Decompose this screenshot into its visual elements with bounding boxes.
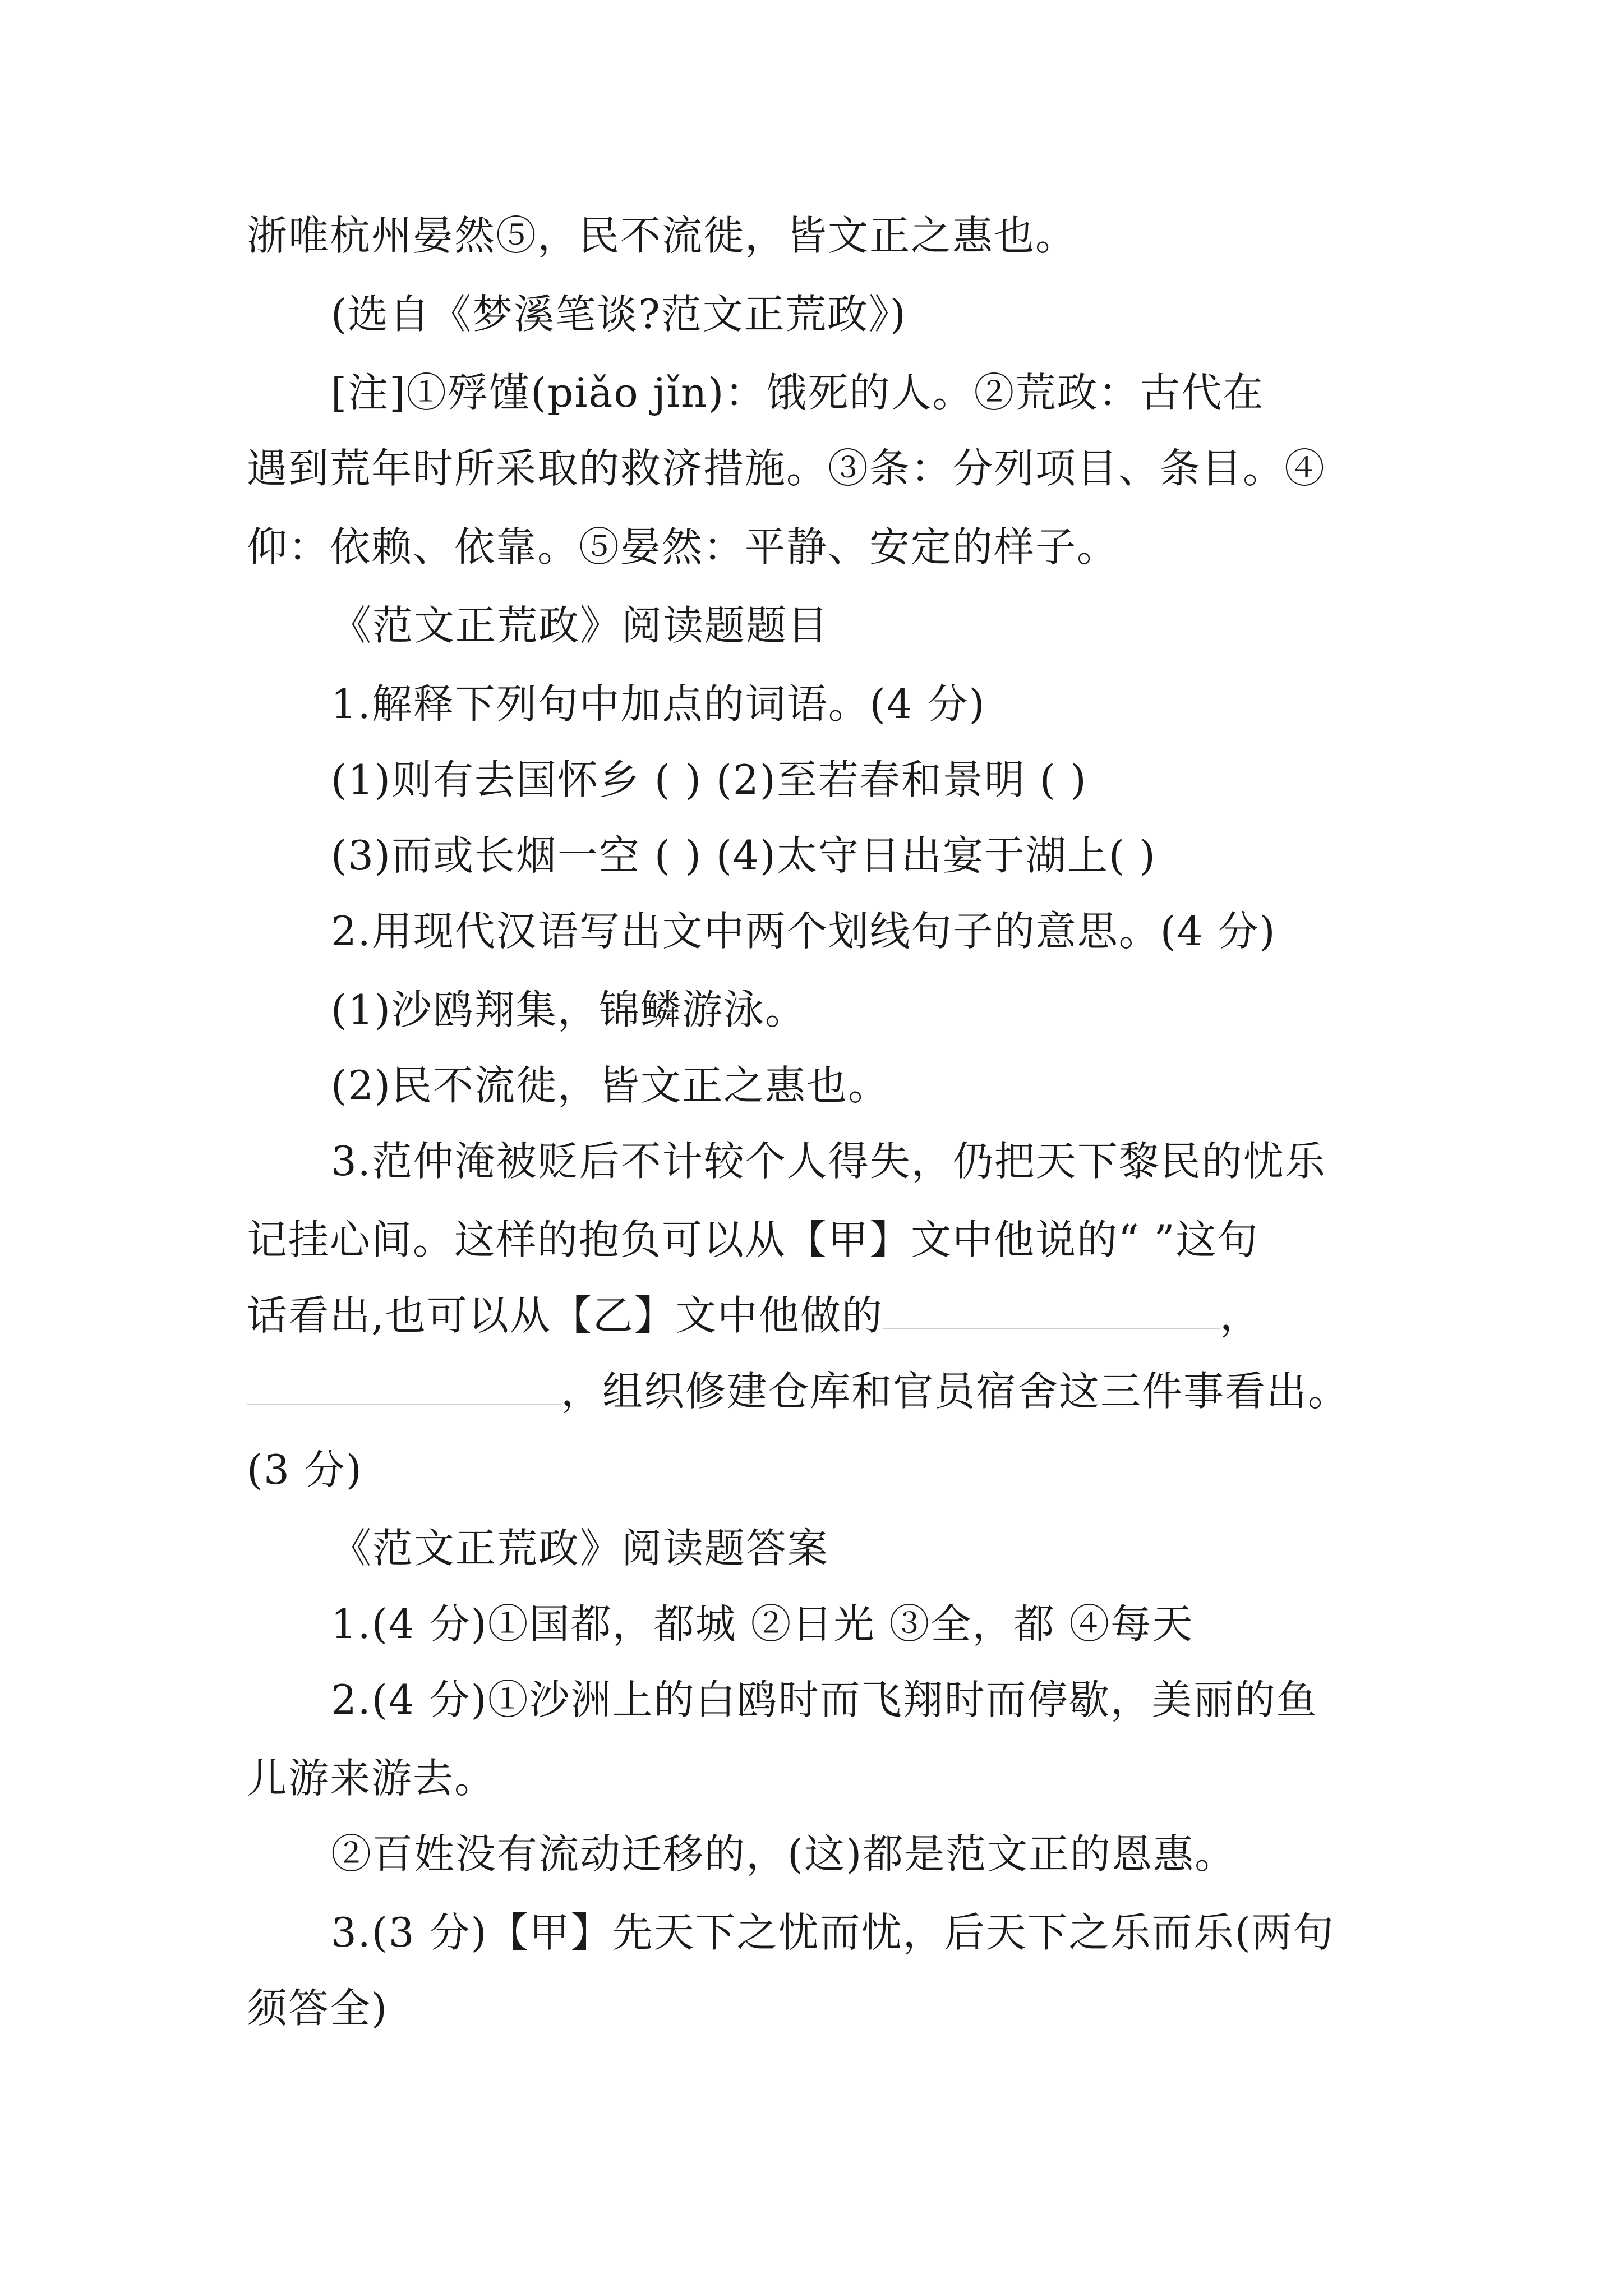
passage-line: 浙唯杭州晏然⑤，民不流徙，皆文正之惠也。	[247, 212, 1077, 259]
note-line: 遇到荒年时所采取的救济措施。③条：分列项目、条目。④	[247, 445, 1326, 492]
note-line: 仰：依赖、依靠。⑤晏然：平静、安定的样子。	[247, 523, 1119, 570]
question-3-text: 话看出,也可以从【乙】文中他做的	[247, 1292, 883, 1339]
answer-blank[interactable]	[247, 1364, 561, 1405]
question-3-line: 记挂心间。这样的抱负可以从【甲】文中他说的“ ”这句	[247, 1216, 1259, 1263]
answer-3-line: 须答全)	[247, 1985, 389, 2032]
question-2-item: (1)沙鸥翔集，锦鳞游泳。	[331, 986, 806, 1033]
question-3-line	[247, 1363, 1402, 1419]
answer-blank[interactable]	[883, 1289, 1220, 1329]
question-3-line	[247, 1287, 1402, 1343]
answer-3-line: 3.(3 分)【甲】先天下之忧而忧，后天下之乐而乐(两句	[331, 1909, 1335, 1956]
question-3-text: ，组织修建仓库和官员宿舍这三件事看出。	[561, 1368, 1350, 1415]
answers-heading: 《范文正荒政》阅读题答案	[331, 1525, 829, 1572]
answer-1: 1.(4 分)①国都，都城 ②日光 ③全，都 ④每天	[331, 1600, 1194, 1648]
answer-2-line: 儿游来游去。	[247, 1755, 496, 1802]
question-3-score: (3 分)	[247, 1446, 363, 1493]
answer-2-line: ②百姓没有流动迁移的，(这)都是范文正的恩惠。	[331, 1830, 1237, 1878]
answer-2-line: 2.(4 分)①沙洲上的白鸥时而飞翔时而停歇，美丽的鱼	[331, 1676, 1318, 1723]
question-1: 1.解释下列句中加点的词语。(4 分)	[331, 680, 986, 728]
passage-source: (选自《梦溪笔谈?范文正荒政》)	[331, 291, 907, 338]
question-3-text: ，	[1219, 1292, 1261, 1339]
question-3-line: 3.范仲淹被贬后不计较个人得失，仍把天下黎民的忧乐	[331, 1138, 1326, 1185]
questions-heading: 《范文正荒政》阅读题题目	[331, 602, 829, 649]
note-line: [注]①殍馑(piǎo jǐn)：饿死的人。②荒政：古代在	[331, 369, 1265, 416]
question-2-item: (2)民不流徙，皆文正之惠也。	[331, 1062, 889, 1109]
question-1-row: (1)则有去国怀乡 ( ) (2)至若春和景明 ( )	[331, 756, 1087, 803]
question-2: 2.用现代汉语写出文中两个划线句子的意思。(4 分)	[331, 908, 1276, 955]
question-1-row: (3)而或长烟一空 ( ) (4)太守日出宴于湖上( )	[331, 832, 1156, 879]
